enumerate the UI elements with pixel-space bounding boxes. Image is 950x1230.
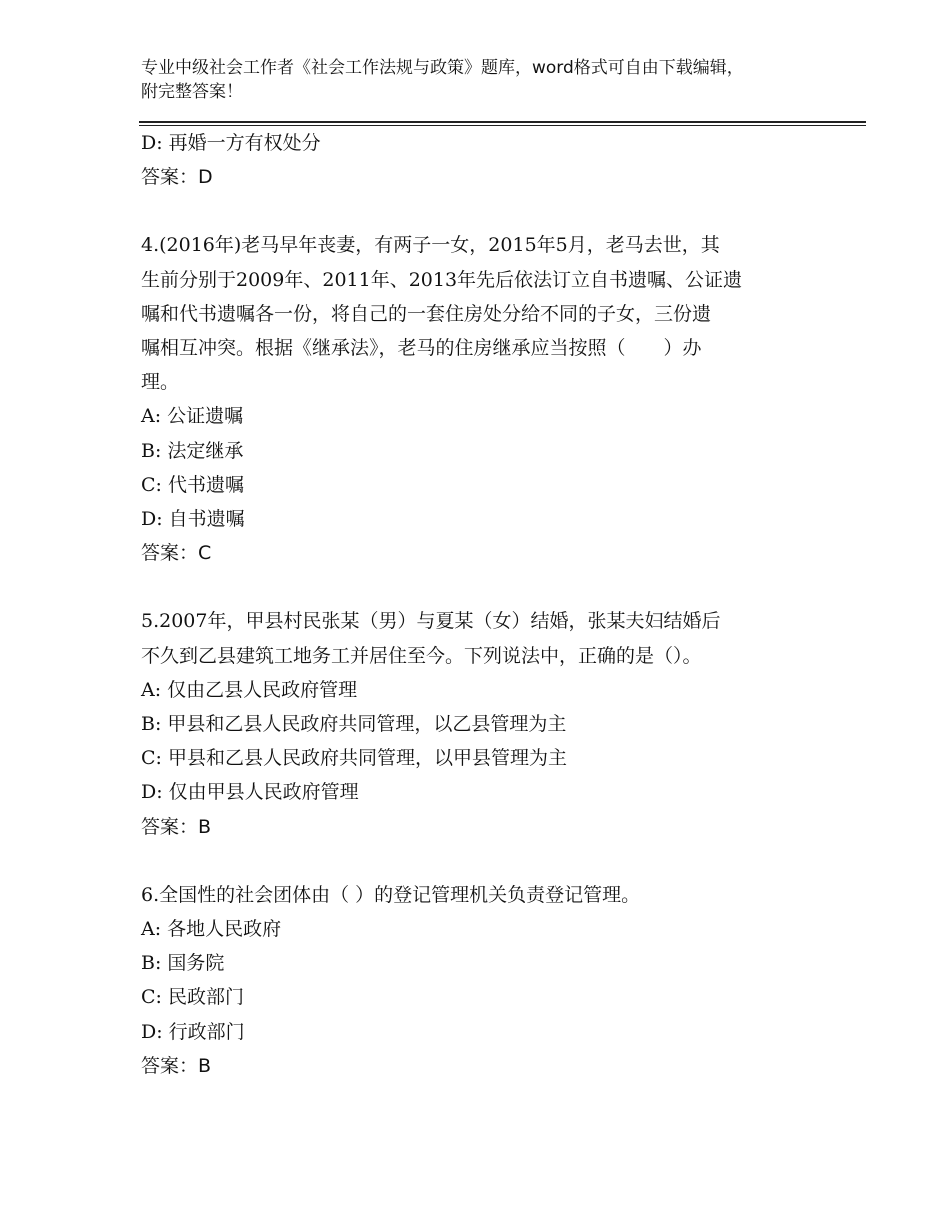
previous-question-fragment [141, 126, 831, 194]
option-a: A: 公证遗嘱 [141, 405, 244, 428]
option-c: C: 民政部门 [141, 986, 244, 1009]
option-b: B: 甲县和乙县人民政府共同管理，以乙县管理为主 [141, 713, 567, 736]
question-stem-line: 6.全国性的社会团体由（ ）的登记管理机关负责登记管理。 [141, 883, 641, 906]
answer-line: 答案：B [141, 1054, 212, 1077]
question-stem-line: 5.2007年，甲县村民张某（男）与夏某（女）结婚，张某夫妇结婚后 [141, 610, 721, 633]
answer-line: 答案：D [141, 166, 213, 189]
question-content [141, 126, 831, 1083]
option-c: C: 代书遗嘱 [141, 473, 244, 496]
question-4 [141, 228, 831, 570]
option-d: D: 仅由甲县人民政府管理 [141, 781, 359, 804]
option-a: A: 各地人民政府 [141, 918, 282, 941]
option-a: A: 仅由乙县人民政府管理 [141, 678, 358, 701]
question-stem-line: 4.(2016年)老马早年丧妻，有两子一女，2015年5月，老马去世，其 [141, 234, 720, 257]
question-6 [141, 878, 831, 1083]
option-b: B: 法定继承 [141, 439, 244, 462]
answer-line: 答案：C [141, 542, 212, 565]
option-d: D: 行政部门 [141, 1020, 245, 1043]
option-c: C: 甲县和乙县人民政府共同管理，以甲县管理为主 [141, 747, 567, 770]
question-stem-line: 嘱相互冲突。根据《继承法》，老马的住房继承应当按照（ ）办 [141, 337, 702, 360]
question-stem-line: 理。 [141, 371, 180, 394]
question-5 [141, 604, 831, 843]
header-line-1: 专业中级社会工作者《社会工作法规与政策》题库，word格式可自由下载编辑， [141, 58, 744, 78]
answer-line: 答案：B [141, 815, 212, 838]
header-line-2: 附完整答案！ [141, 82, 243, 102]
page-header [141, 56, 841, 104]
question-stem-line: 嘱和代书遗嘱各一份，将自己的一套住房处分给不同的子女，三份遗 [141, 302, 712, 325]
option-b: B: 国务院 [141, 952, 225, 975]
option-d: D: 自书遗嘱 [141, 508, 245, 531]
option-d: D: 再婚一方有权处分 [141, 132, 321, 154]
question-stem-line: 不久到乙县建筑工地务工并居住至今。下列说法中，正确的是（）。 [141, 644, 702, 667]
question-stem-line: 生前分别于2009年、2011年、2013年先后依法订立自书遗嘱、公证遗 [141, 268, 743, 291]
